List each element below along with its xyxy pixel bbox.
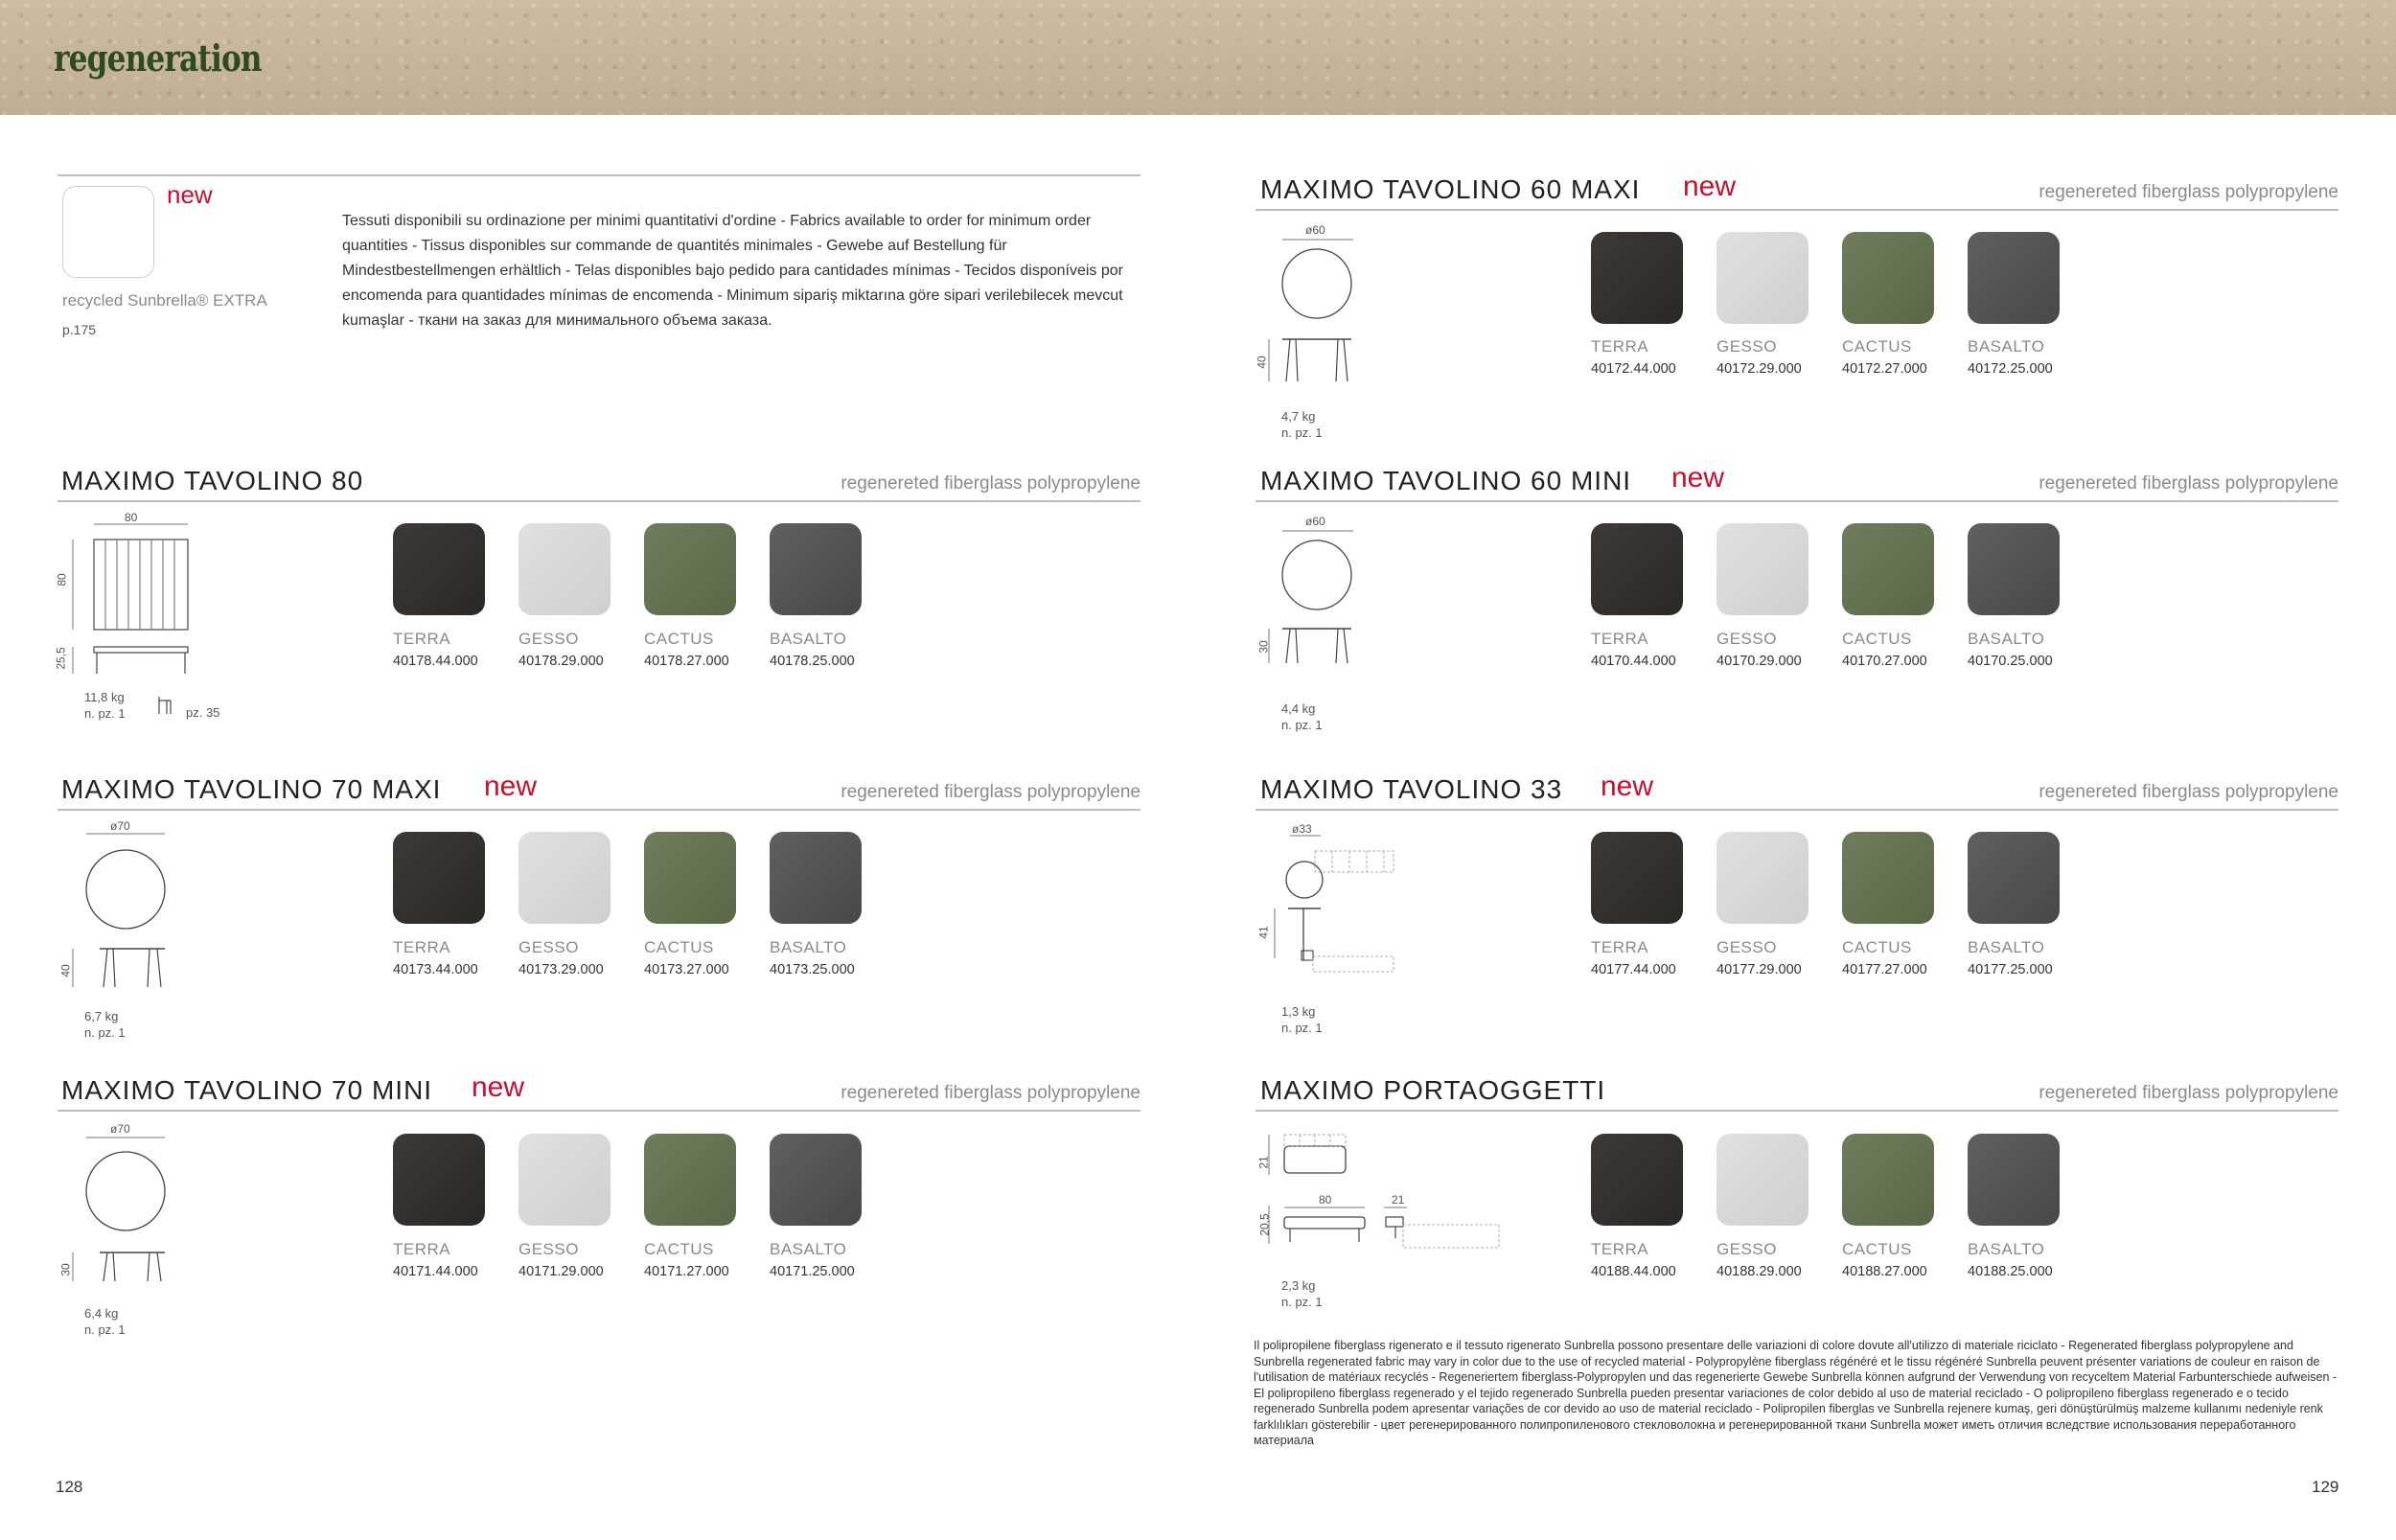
dim-depth: 80 xyxy=(55,573,69,586)
dim-height: 30 xyxy=(1256,640,1271,654)
tavolino-60-maxi-drawing xyxy=(1261,238,1376,391)
product-weight: 2,3 kg xyxy=(1281,1278,1316,1293)
color-code: 40172.27.000 xyxy=(1842,361,1927,377)
swatch-gesso xyxy=(1716,232,1809,324)
swatch-gesso xyxy=(1716,523,1809,615)
section-rule xyxy=(1256,209,2338,211)
color-code: 40172.25.000 xyxy=(1968,361,2053,377)
color-code: 40188.27.000 xyxy=(1842,1264,1927,1279)
product-stack-count: pz. 35 xyxy=(186,705,220,720)
dim-diameter: ø60 xyxy=(1305,223,1325,237)
color-code: 40177.44.000 xyxy=(1591,962,1676,977)
color-code: 40173.29.000 xyxy=(518,962,604,977)
color-name: GESSO xyxy=(518,1240,579,1258)
section-rule xyxy=(58,1110,1140,1112)
tavolino-80-drawing xyxy=(65,522,247,714)
page-number-right: 129 xyxy=(2312,1478,2339,1496)
kraft-paper-header xyxy=(0,0,2396,115)
swatch-basalto xyxy=(1968,232,2060,324)
color-name: BASALTO xyxy=(770,630,847,648)
color-code: 40177.27.000 xyxy=(1842,962,1927,977)
swatch-basalto xyxy=(770,523,862,615)
color-name: CACTUS xyxy=(644,1240,714,1258)
new-badge: new xyxy=(472,1071,525,1103)
product-weight: 4,4 kg xyxy=(1281,701,1316,716)
fabric-page-ref: p.175 xyxy=(62,322,97,337)
color-code: 40178.29.000 xyxy=(518,654,604,669)
page-number-left: 128 xyxy=(56,1478,83,1496)
color-name: BASALTO xyxy=(1968,938,2045,956)
new-badge: new xyxy=(484,770,538,802)
section-rule xyxy=(1256,1110,2338,1112)
dim-diameter: ø70 xyxy=(110,1122,130,1136)
color-name: GESSO xyxy=(1716,630,1777,648)
swatch-cactus xyxy=(644,523,736,615)
product-units: n. pz. 1 xyxy=(1281,425,1323,440)
swatch-cactus xyxy=(1842,1134,1934,1226)
swatch-gesso xyxy=(518,1134,611,1226)
color-code: 40171.44.000 xyxy=(393,1264,478,1279)
section-rule xyxy=(58,809,1140,811)
product-material: regenereted fiberglass polypropylene xyxy=(841,473,1140,494)
color-code: 40170.27.000 xyxy=(1842,654,1927,669)
color-code: 40188.44.000 xyxy=(1591,1264,1676,1279)
color-code: 40170.25.000 xyxy=(1968,654,2053,669)
color-name: CACTUS xyxy=(644,630,714,648)
swatch-terra xyxy=(393,832,485,924)
color-code: 40173.27.000 xyxy=(644,962,729,977)
recycled-material-disclaimer: Il polipropilene fiberglass rigenerato e il tessuto rigenerato Sunbrella possono presentare delle variazioni di colore dovute all'utilizzo di materiale riciclato - Regenerated fiberglass polypropylene and Sunbrella regenerated fabric may vary in color due to the use of recycled material - Polypropylène fiberglass régénéré et le tissu régénéré Sunbrella peuvent présenter variations de couleur en raison de l'utilisation de matériaux recyclés - Regeneriertem fiberglass-Polypropylen und das regenerierte Gewebe Sunbrella können aufgrund der Verwendung von recyceltem Material Farbunterschiede aufweisen - El polipropileno fiberglass regenerado y el tejido regenerado Sunbrella pueden presentar variaciones de color debido al uso de material reciclado - O polipropileno fiberglass regenerado e o tecido regenerado Sunbrella podem apresentar variações de cor devido ao uso de material reciclado - Polipropilen fiberglas ve Sunbrella rejenere kumaş, geri dönüştürülmüş malzeme kullanımı nedeniyle renk farklılıkları gösterebilir - цвет регенерированного полипропиленового стекловолокна и регенерированной ткани Sunbrella может иметь отличия вследствие использования переработанного материала xyxy=(1254,1339,2338,1447)
dim-diameter: ø70 xyxy=(110,819,130,833)
swatch-cactus xyxy=(1842,832,1934,924)
fabric-availability-text: Tessuti disponibili su ordinazione per minimi quantitativi d'ordine - Fabrics available to order for minimum order quantities - Tissus disponibles sur commande de quantités minimales - Gewebe auf Bestellung für Mindestbestellmengen erhältlich - Telas disponibles bajo pedido para cantidades mínimas - Tecidos disponíveis por encomenda para quantidades mínimas de encomenda - Minimum sipariş miktarına göre sipari verilebilecek mevcut kumaşlar - ткани на заказ для минимального объема заказа. xyxy=(342,213,1123,329)
color-code: 40170.44.000 xyxy=(1591,654,1676,669)
product-material: regenereted fiberglass polypropylene xyxy=(2039,473,2338,494)
swatch-basalto xyxy=(770,832,862,924)
color-code: 40178.25.000 xyxy=(770,654,855,669)
brand-logo: regeneration xyxy=(54,36,262,80)
product-weight: 11,8 kg xyxy=(84,690,125,704)
tavolino-70-mini-drawing xyxy=(65,1136,180,1289)
dim-diameter: ø60 xyxy=(1305,515,1325,528)
product-weight: 6,4 kg xyxy=(84,1306,119,1321)
color-code: 40172.29.000 xyxy=(1716,361,1802,377)
product-title: MAXIMO TAVOLINO 33 xyxy=(1260,774,1563,804)
color-code: 40170.29.000 xyxy=(1716,654,1802,669)
product-title: MAXIMO TAVOLINO 70 MINI xyxy=(61,1075,433,1105)
dim-height: 40 xyxy=(1255,356,1269,369)
color-name: GESSO xyxy=(518,630,579,648)
color-name: TERRA xyxy=(1591,630,1649,648)
product-title: MAXIMO TAVOLINO 60 MAXI xyxy=(1260,174,1641,204)
new-badge: new xyxy=(1671,462,1725,494)
color-name: TERRA xyxy=(393,1240,451,1258)
color-name: BASALTO xyxy=(770,1240,847,1258)
product-material: regenereted fiberglass polypropylene xyxy=(2039,182,2338,202)
new-badge: new xyxy=(1601,770,1654,802)
swatch-basalto xyxy=(770,1134,862,1226)
color-name: TERRA xyxy=(1591,337,1649,356)
swatch-terra xyxy=(1591,232,1683,324)
color-code: 40171.25.000 xyxy=(770,1264,855,1279)
swatch-basalto xyxy=(1968,832,2060,924)
swatch-basalto xyxy=(1968,523,2060,615)
dim-depth-side: 21 xyxy=(1392,1193,1405,1207)
color-code: 40178.44.000 xyxy=(393,654,478,669)
tavolino-70-maxi-drawing xyxy=(65,832,180,995)
color-name: BASALTO xyxy=(770,938,847,956)
product-title: MAXIMO TAVOLINO 80 xyxy=(61,466,364,495)
product-weight: 1,3 kg xyxy=(1281,1004,1316,1019)
color-name: GESSO xyxy=(518,938,579,956)
product-material: regenereted fiberglass polypropylene xyxy=(841,782,1140,802)
product-weight: 6,7 kg xyxy=(84,1009,119,1023)
dim-depth: 21 xyxy=(1256,1156,1271,1169)
swatch-terra xyxy=(1591,523,1683,615)
color-name: GESSO xyxy=(1716,1240,1777,1258)
dim-height: 25,5 xyxy=(54,647,68,670)
dim-width: 80 xyxy=(1319,1193,1332,1207)
product-units: n. pz. 1 xyxy=(1281,1021,1323,1035)
swatch-cactus xyxy=(1842,232,1934,324)
product-units: n. pz. 1 xyxy=(84,1025,126,1040)
fabric-swatch xyxy=(62,186,154,278)
section-rule xyxy=(1256,809,2338,811)
product-weight: 4,7 kg xyxy=(1281,409,1316,424)
swatch-cactus xyxy=(1842,523,1934,615)
fabric-top-rule xyxy=(58,174,1140,176)
swatch-terra xyxy=(1591,832,1683,924)
color-name: CACTUS xyxy=(644,938,714,956)
product-units: n. pz. 1 xyxy=(1281,1295,1323,1309)
section-rule xyxy=(1256,500,2338,502)
product-units: n. pz. 1 xyxy=(84,1322,126,1337)
color-name: CACTUS xyxy=(1842,1240,1912,1258)
color-code: 40173.25.000 xyxy=(770,962,855,977)
dim-height: 40 xyxy=(58,964,73,977)
swatch-cactus xyxy=(644,832,736,924)
color-name: TERRA xyxy=(393,938,451,956)
swatch-cactus xyxy=(644,1134,736,1226)
fabric-name: recycled Sunbrella® EXTRA xyxy=(62,291,267,310)
fabric-new-badge: new xyxy=(167,180,213,209)
product-material: regenereted fiberglass polypropylene xyxy=(841,1083,1140,1103)
dim-height: 30 xyxy=(58,1263,73,1276)
swatch-gesso xyxy=(518,832,611,924)
color-name: TERRA xyxy=(393,630,451,648)
product-title: MAXIMO PORTAOGGETTI xyxy=(1260,1075,1606,1105)
color-code: 40178.27.000 xyxy=(644,654,729,669)
color-code: 40173.44.000 xyxy=(393,962,478,977)
color-code: 40171.29.000 xyxy=(518,1264,604,1279)
color-code: 40188.25.000 xyxy=(1968,1264,2053,1279)
swatch-terra xyxy=(393,1134,485,1226)
swatch-terra xyxy=(1591,1134,1683,1226)
product-title: MAXIMO TAVOLINO 70 MAXI xyxy=(61,774,442,804)
swatch-gesso xyxy=(1716,832,1809,924)
color-name: CACTUS xyxy=(1842,630,1912,648)
product-units: n. pz. 1 xyxy=(84,706,126,721)
dim-height: 41 xyxy=(1256,926,1271,939)
dim-height: 20,5 xyxy=(1257,1213,1272,1236)
section-rule xyxy=(58,500,1140,502)
swatch-gesso xyxy=(518,523,611,615)
new-badge: new xyxy=(1683,171,1737,202)
color-name: CACTUS xyxy=(1842,337,1912,356)
product-material: regenereted fiberglass polypropylene xyxy=(2039,1083,2338,1103)
product-units: n. pz. 1 xyxy=(1281,718,1323,732)
color-name: GESSO xyxy=(1716,337,1777,356)
swatch-gesso xyxy=(1716,1134,1809,1226)
product-material: regenereted fiberglass polypropylene xyxy=(2039,782,2338,802)
color-code: 40177.25.000 xyxy=(1968,962,2053,977)
dim-width: 80 xyxy=(125,511,138,524)
color-name: CACTUS xyxy=(1842,938,1912,956)
tavolino-60-mini-drawing xyxy=(1261,529,1376,673)
color-name: TERRA xyxy=(1591,938,1649,956)
swatch-basalto xyxy=(1968,1134,2060,1226)
color-code: 40177.29.000 xyxy=(1716,962,1802,977)
portaoggetti-drawing xyxy=(1261,1125,1510,1259)
color-name: GESSO xyxy=(1716,938,1777,956)
color-name: BASALTO xyxy=(1968,337,2045,356)
color-name: BASALTO xyxy=(1968,1240,2045,1258)
product-title: MAXIMO TAVOLINO 60 MINI xyxy=(1260,466,1632,495)
color-name: TERRA xyxy=(1591,1240,1649,1258)
tavolino-33-drawing xyxy=(1275,834,1399,977)
color-name: BASALTO xyxy=(1968,630,2045,648)
swatch-terra xyxy=(393,523,485,615)
dim-diameter: ø33 xyxy=(1292,822,1312,836)
color-code: 40188.29.000 xyxy=(1716,1264,1802,1279)
color-code: 40172.44.000 xyxy=(1591,361,1676,377)
color-code: 40171.27.000 xyxy=(644,1264,729,1279)
